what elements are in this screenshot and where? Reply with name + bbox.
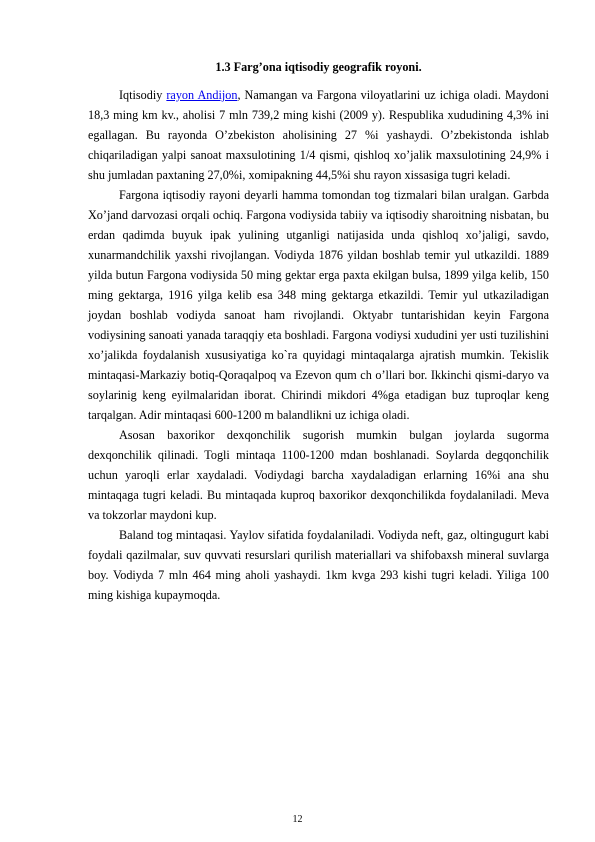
page-number: 12 [292,814,303,825]
paragraph-1-body: , Namangan va Fargona viloyatlarini uz ichiga oladi. Maydoni 18,3 ming km kv., aholisi 7 mln 739,2 ming kishi (2009 y). Respublika xududining 4,3% ini egallagan. Bu rayonda O’zbekiston aholisining 27 %i yashaydi. O’zbekistonda ishlab chiqariladigan yalpi sanoat maxsulotining 1/4 qismi, qishloq xo’jalik maxsulotining 24,9% i shu jumladan paxtaning 27,0%i, xomipakning 44,5%i shu rayon xissasiga tugri keladi. [88,88,549,182]
paragraph-2: Fargona iqtisodiy rayoni deyarli hamma tomondan tog tizmalari bilan uralgan. Garbda Xo’jand darvozasi orqali ochiq. Fargona vodiysida tabiiy va iqtisodiy sharoitning nisbatan, bu erdan qadimda buyuk ipak yulining utganligi natijasida unda qishloq xo’jaligi, savdo, xunarmandchilik yaxshi rivojlangan. Vodiyda 1876 yildan boshlab temir yul utkazildi. 1889 yilda butun Fargona vodiysida 50 ming gektar erga paxta ekilgan bulsa, 1899 yilga kelib, 150 ming gektarga, 1916 yilga kelib esa 348 ming gektarga etkazildi. Temir yul utkaziladigan joydan boshlab vodiyda sanoat ham rivojlandi. Oktyabr tuntarishidan keyin Fargona vodiysining sanoati yanada taraqqiy eta boshladi. Fargona vodiysi xududini yer usti tuzilishini xo’jalikda foydalanish xususiyatiga ko`ra quyidagi mintaqalarga ajratish mumkin. Tekislik mintaqasi-Markaziy botiq-Qoraqalpoq va Ezevon qum ch o’llari bor. Ikkinchi qismi-daryo va soylarinig keng eyilmalaridan iborat. Chirindi mikdori 4%ga etadigan buz tuproqlar keng tarqalgan. Adir mintaqasi 600-1200 m balandlikni uz ichiga oladi. [88,188,549,422]
paragraph-3: Asosan baxorikor dexqonchilik sugorish mumkin bulgan joylarda sugorma dexqonchilik qilinadi. Togli mintaqa 1100-1200 mdan boshlanadi. Soylarda degqonchilik uchun yaroqli erlar xaydaladi. Vodiydagi barcha xaydaladigan erlarning 16%i ana shu mintaqaga tugri keladi. Bu mintaqada kuproq baxorikor dexqonchilikda foydalaniladi. Meva va tokzorlar maydoni kup. [88,428,549,522]
paragraph-1-lead: Iqtisodiy [119,88,167,102]
rayon-andijon-link[interactable]: rayon Andijon [166,88,238,102]
section-title: 1.3 Farg’ona iqtisodiy geografik royoni. [215,60,422,74]
paragraph-4: Baland tog mintaqasi. Yaylov sifatida foydalaniladi. Vodiyda neft, gaz, oltingugurt kabi foydali qazilmalar, suv quvvati resurslari qurilish materiallari va shifobaxsh mineral suvlarga boy. Vodiyda 7 mln 464 ming aholi yashaydi. 1km kvga 293 kishi tugri keladi. Yiliga 100 ming kishiga kupaymoqda. [88,528,549,602]
document-page [88,58,549,605]
paragraph-1 [88,85,549,185]
